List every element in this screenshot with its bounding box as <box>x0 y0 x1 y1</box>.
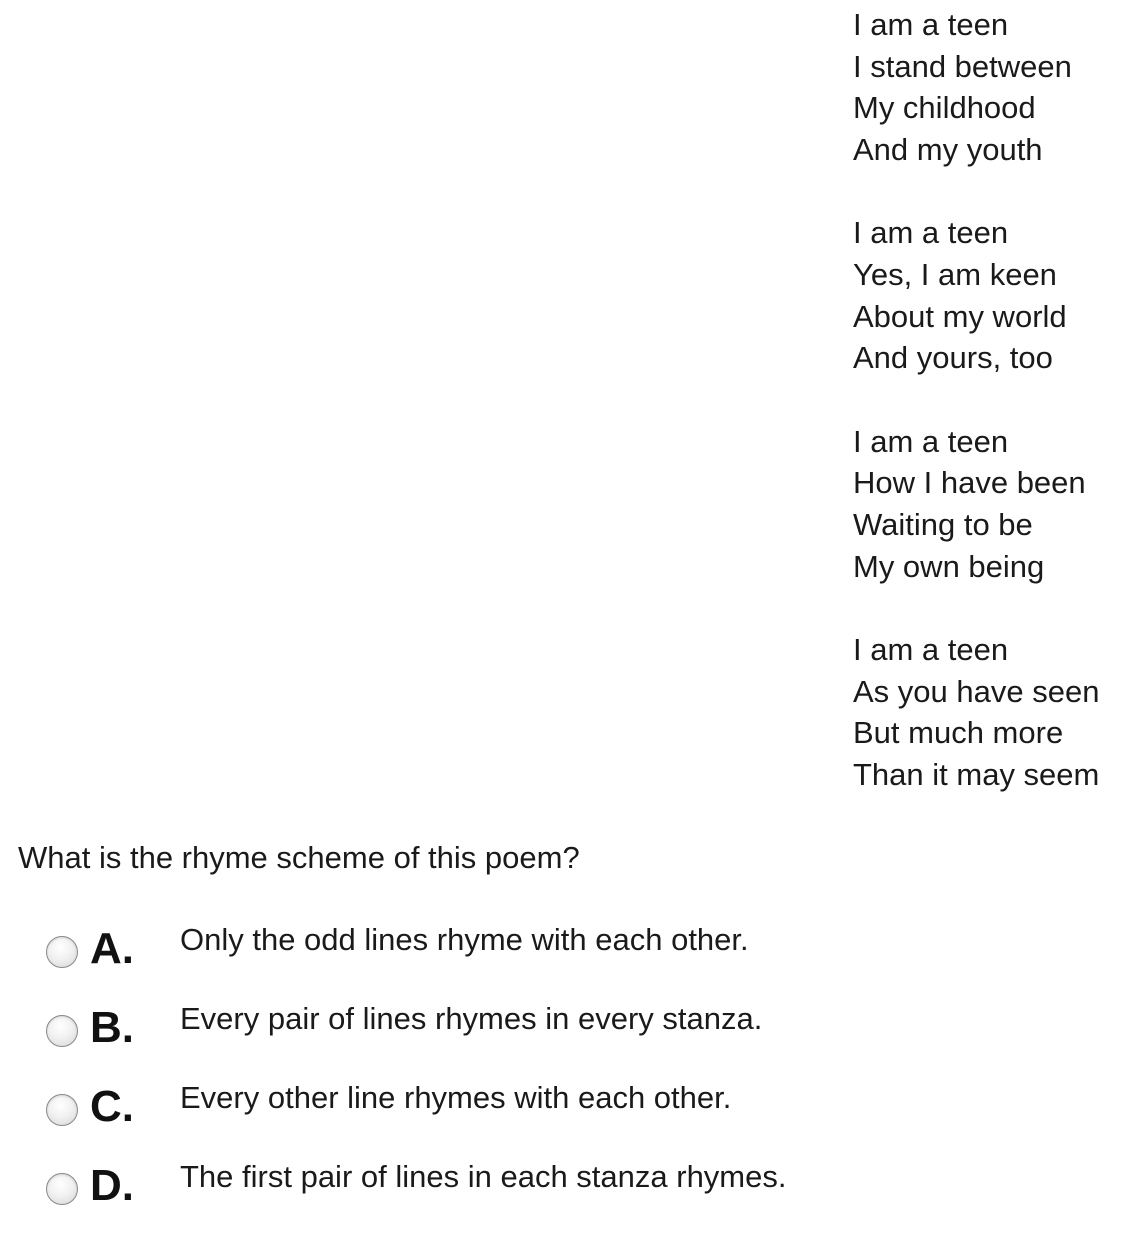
poem <box>853 4 1123 838</box>
poem-line: Than it may seem <box>853 756 1100 792</box>
poem-line: I stand between <box>853 48 1072 84</box>
poem-line: And yours, too <box>853 340 1053 376</box>
option-b[interactable] <box>46 997 1106 1076</box>
poem-line: My childhood <box>853 90 1036 126</box>
answer-options <box>46 918 1106 1234</box>
stanza-1 <box>853 4 1123 170</box>
option-letter: B. <box>90 1003 134 1052</box>
poem-line: Waiting to be <box>853 506 1033 542</box>
radio-button-c[interactable] <box>46 1094 78 1126</box>
radio-button-d[interactable] <box>46 1173 78 1205</box>
option-text[interactable]: Every other line rhymes with each other. <box>180 1080 732 1115</box>
stanza-2 <box>853 212 1123 378</box>
stanza-4 <box>853 629 1123 795</box>
option-d[interactable] <box>46 1155 1106 1234</box>
poem-line: How I have been <box>853 465 1086 501</box>
option-letter: C. <box>90 1082 134 1131</box>
poem-line: I am a teen <box>853 423 1009 459</box>
option-letter: D. <box>90 1161 134 1210</box>
question-text: What is the rhyme scheme of this poem? <box>18 840 580 875</box>
option-letter: A. <box>90 924 134 973</box>
poem-line: I am a teen <box>853 215 1009 251</box>
radio-button-a[interactable] <box>46 936 78 968</box>
stanza-3 <box>853 421 1123 587</box>
option-a[interactable] <box>46 918 1106 997</box>
poem-line: About my world <box>853 298 1067 334</box>
option-text[interactable]: The first pair of lines in each stanza rhymes. <box>180 1159 787 1194</box>
poem-line: Yes, I am keen <box>853 256 1057 292</box>
poem-line: As you have seen <box>853 673 1100 709</box>
poem-line: My own being <box>853 548 1045 584</box>
poem-line: I am a teen <box>853 7 1009 42</box>
option-text[interactable]: Every pair of lines rhymes in every stanza. <box>180 1001 763 1036</box>
radio-button-b[interactable] <box>46 1015 78 1047</box>
poem-line: And my youth <box>853 131 1043 167</box>
poem-line: I am a teen <box>853 632 1009 668</box>
option-c[interactable] <box>46 1076 1106 1155</box>
option-text[interactable]: Only the odd lines rhyme with each other. <box>180 922 749 957</box>
poem-line: But much more <box>853 715 1064 751</box>
